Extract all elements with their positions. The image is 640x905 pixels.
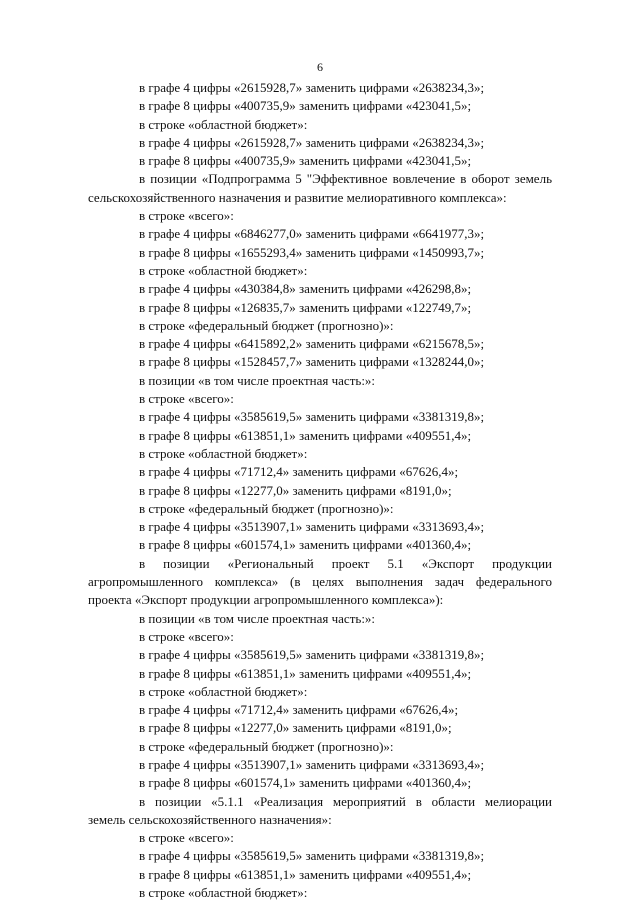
text-line: в строке «областной бюджет»:: [139, 116, 308, 132]
text-line: в графе 8 цифры «12277,0» заменить цифрами «8191,0»;: [139, 482, 452, 498]
text-line: в графе 8 цифры «613851,1» заменить цифрами «409551,4»;: [139, 665, 472, 681]
text-line: сельскохозяйственного назначения и развитие мелиоративного комплекса»:: [88, 189, 507, 205]
text-line: в строке «всего»:: [139, 208, 234, 224]
text-line: в строке «всего»:: [139, 628, 234, 644]
text-line: в графе 4 цифры «6846277,0» заменить цифрами «6641977,3»;: [139, 226, 485, 242]
text-line: в графе 4 цифры «3585619,5» заменить цифрами «3381319,8»;: [139, 848, 485, 864]
text-line: в графе 8 цифры «126835,7» заменить цифрами «122749,7»;: [139, 299, 472, 315]
text-line: в строке «федеральный бюджет (прогнозно)»:: [139, 738, 394, 754]
text-line: в строке «областной бюджет»:: [139, 262, 308, 278]
text-line: в строке «федеральный бюджет (прогнозно)»:: [139, 317, 394, 333]
text-line: в графе 4 цифры «3585619,5» заменить цифрами «3381319,8»;: [139, 647, 485, 663]
text-line: в строке «областной бюджет»:: [139, 683, 308, 699]
text-line: в графе 4 цифры «3585619,5» заменить цифрами «3381319,8»;: [139, 409, 485, 425]
text-line: в позиции «в том числе проектная часть:»:: [139, 610, 376, 626]
text-line: в графе 8 цифры «1528457,7» заменить цифрами «1328244,0»;: [139, 354, 485, 370]
text-line: в графе 4 цифры «430384,8» заменить цифрами «426298,8»;: [139, 281, 472, 297]
page-number: 6: [317, 60, 323, 74]
text-line: в графе 4 цифры «2615928,7» заменить цифрами «2638234,3»;: [139, 80, 485, 95]
text-line: в строке «всего»:: [139, 830, 234, 846]
text-line: в графе 8 цифры «400735,9» заменить цифрами «423041,5»;: [139, 98, 472, 114]
document-body: [88, 79, 552, 902]
text-line: в графе 8 цифры «613851,1» заменить цифрами «409551,4»;: [139, 427, 472, 443]
text-line: в позиции «Подпрограмма 5 "Эффективное вовлечение в оборот земель: [139, 171, 552, 187]
text-line: в графе 4 цифры «71712,4» заменить цифрами «67626,4»;: [139, 702, 459, 718]
text-line: в графе 8 цифры «601574,1» заменить цифрами «401360,4»;: [139, 775, 472, 791]
text-line: в графе 8 цифры «613851,1» заменить цифрами «409551,4»;: [139, 866, 472, 882]
text-line: в графе 8 цифры «12277,0» заменить цифрами «8191,0»;: [139, 720, 452, 736]
text-line: в строке «федеральный бюджет (прогнозно)»:: [139, 500, 394, 516]
text-line: проекта «Экспорт продукции агропромышленного комплекса»):: [88, 592, 444, 608]
text-line: агропромышленного комплекса» (в целях выполнения задач федерального: [88, 574, 552, 590]
text-line: в графе 4 цифры «2615928,7» заменить цифрами «2638234,3»;: [139, 134, 485, 150]
text-line: в позиции «в том числе проектная часть:»:: [139, 372, 376, 388]
text-line: в графе 4 цифры «6415892,2» заменить цифрами «6215678,5»;: [139, 336, 485, 352]
text-line: в позиции «5.1.1 «Реализация мероприятий в области мелиорации: [139, 793, 552, 809]
text-line: в графе 8 цифры «400735,9» заменить цифрами «423041,5»;: [139, 153, 472, 169]
text-line: в строке «областной бюджет»:: [139, 885, 308, 901]
text-line: в позиции «Региональный проект 5.1 «Экспорт продукции: [139, 555, 552, 571]
text-line: в строке «областной бюджет»:: [139, 445, 308, 461]
text-line: в графе 8 цифры «601574,1» заменить цифрами «401360,4»;: [139, 537, 472, 553]
text-line: в графе 4 цифры «3513907,1» заменить цифрами «3313693,4»;: [139, 519, 485, 535]
text-line: в строке «всего»:: [139, 391, 234, 407]
text-line: в графе 8 цифры «1655293,4» заменить цифрами «1450993,7»;: [139, 244, 485, 260]
text-line: земель сельскохозяйственного назначения»:: [88, 811, 332, 827]
text-line: в графе 4 цифры «3513907,1» заменить цифрами «3313693,4»;: [139, 756, 485, 772]
text-line: в графе 4 цифры «71712,4» заменить цифрами «67626,4»;: [139, 464, 459, 480]
